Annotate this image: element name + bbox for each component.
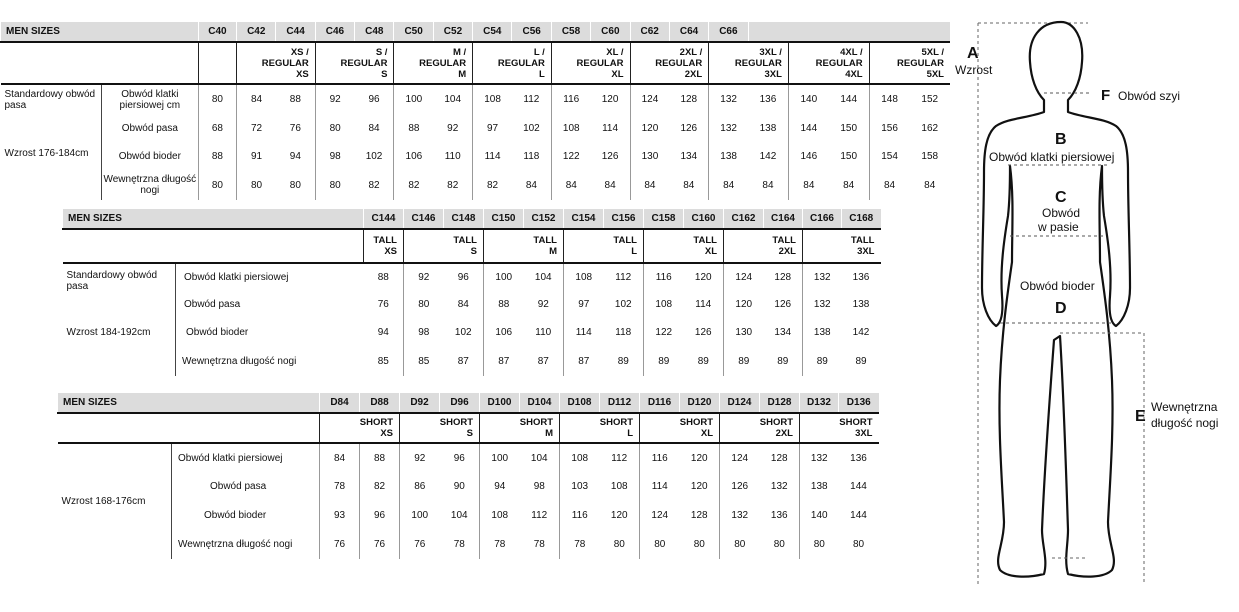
size-code: C166 (803, 209, 842, 229)
cell: 80 (289, 179, 301, 191)
cell: 132 (803, 291, 842, 318)
cell: 84 (869, 170, 909, 200)
cell: 132 (709, 84, 748, 114)
row-label: Obwód pasa (121, 122, 178, 134)
cell: 150 (840, 122, 858, 134)
size-code: C144 (364, 209, 404, 229)
cell: 108 (564, 263, 604, 291)
cell: 92 (315, 84, 354, 114)
row-label: Obwód bioder (204, 510, 267, 521)
row-label: Wewnętrzna długość nogi (178, 539, 293, 550)
cell: 122 (644, 318, 684, 346)
row-label: Obwód pasa (184, 299, 241, 310)
cell: 80 (315, 114, 354, 142)
cell: 134 (680, 150, 698, 162)
row-label: Obwód klatki piersiowej (184, 272, 289, 283)
cell: 120 (690, 452, 708, 464)
size-code: C156 (604, 209, 644, 229)
cell: 92 (447, 122, 459, 134)
cell: 102 (454, 326, 472, 338)
size-code: C40 (198, 22, 236, 42)
cell: 108 (644, 291, 684, 318)
cell: 156 (869, 114, 909, 142)
cell: 108 (560, 443, 600, 472)
cell: 150 (840, 150, 858, 162)
label-C-text-2: w pasie (1038, 220, 1079, 234)
cell: 136 (850, 452, 867, 464)
cell: 96 (368, 94, 380, 105)
size-code: C42 (237, 22, 276, 42)
size-code: D108 (560, 393, 600, 413)
cell: 88 (289, 94, 301, 105)
cell: 80 (852, 539, 865, 550)
cell: 132 (720, 501, 760, 530)
cell: 88 (394, 114, 433, 142)
size-code: D92 (400, 393, 440, 413)
fit-label: TALL L (564, 229, 644, 263)
group-label: Wzrost 168-176cm (58, 443, 172, 559)
cell: 134 (774, 326, 792, 338)
cell: 138 (800, 472, 839, 501)
cell: 76 (400, 530, 440, 559)
cell: 89 (617, 355, 629, 367)
cell: 87 (564, 346, 604, 376)
fit-label: SHORT 3XL (800, 413, 879, 443)
cell: 84 (237, 84, 276, 114)
cell: 116 (560, 501, 600, 530)
cell: 126 (774, 299, 792, 310)
cell: 96 (453, 452, 465, 464)
cell: 78 (533, 539, 545, 550)
cell: 89 (855, 355, 867, 367)
cell: 140 (788, 84, 828, 114)
group-label: Wzrost 184-192cm (63, 318, 176, 346)
cell: 102 (365, 150, 383, 162)
cell: 84 (709, 170, 748, 200)
cell: 144 (850, 510, 867, 521)
label-A-letter: A (967, 45, 979, 62)
cell: 162 (921, 122, 939, 134)
size-code: D100 (480, 393, 520, 413)
cell: 97 (473, 114, 512, 142)
size-code: D84 (320, 393, 360, 413)
cell: 124 (720, 443, 760, 472)
cell: 120 (610, 510, 628, 521)
cell: 92 (404, 263, 444, 291)
fit-label: SHORT 2XL (720, 413, 800, 443)
label-D-text: Obwód bioder (1020, 279, 1095, 293)
cell: 138 (803, 318, 842, 346)
size-code: D112 (600, 393, 640, 413)
cell: 126 (694, 326, 712, 338)
cell: 112 (615, 272, 632, 283)
cell: 112 (611, 452, 628, 464)
cell: 80 (198, 84, 236, 114)
fit-label: M / REGULAR M (394, 42, 473, 84)
cell: 84 (457, 299, 469, 310)
cell: 88 (198, 142, 236, 170)
cell: 84 (788, 170, 828, 200)
size-code: D116 (640, 393, 680, 413)
cell: 114 (564, 318, 604, 346)
cell: 104 (450, 510, 468, 521)
row-label: Obwód klatki piersiowej cm (119, 88, 181, 111)
cell: 100 (394, 84, 433, 114)
cell: 84 (368, 122, 380, 134)
size-code: D120 (680, 393, 720, 413)
label-C-text-1: Obwód (1042, 206, 1081, 220)
size-code: C162 (724, 209, 764, 229)
cell: 85 (377, 355, 389, 367)
cell: 84 (683, 179, 695, 191)
fit-label: TALL 3XL (803, 229, 881, 263)
size-code: D132 (800, 393, 839, 413)
size-code: D96 (440, 393, 480, 413)
group-label: Wzrost 176-184cm (1, 142, 102, 170)
cell: 82 (360, 472, 400, 501)
size-code: D124 (720, 393, 760, 413)
cell: 136 (759, 94, 777, 105)
cell: 80 (237, 170, 276, 200)
cell: 89 (777, 355, 789, 367)
fit-label: SHORT XL (640, 413, 720, 443)
row-label: Wewnętrzna długość nogi (182, 355, 297, 367)
cell: 152 (921, 94, 939, 105)
row-label: Wewnętrzna długość nogi (103, 174, 197, 196)
size-code: C50 (394, 22, 433, 42)
group-label-spacer (63, 346, 176, 376)
cell: 100 (400, 501, 440, 530)
cell: 88 (377, 272, 389, 283)
cell: 98 (404, 318, 444, 346)
fit-header-spacer (320, 413, 360, 443)
size-code: C66 (709, 22, 748, 42)
cell: 84 (762, 179, 774, 191)
size-code: C52 (433, 22, 472, 42)
cell: 84 (843, 179, 855, 191)
cell: 84 (551, 170, 590, 200)
cell: 82 (447, 179, 459, 191)
cell: 82 (473, 170, 512, 200)
cell: 158 (921, 150, 939, 162)
cell: 96 (457, 272, 469, 283)
cell: 84 (630, 170, 669, 200)
cell: 97 (564, 291, 604, 318)
cell: 124 (724, 263, 764, 291)
cell: 144 (840, 94, 858, 105)
cell: 84 (604, 179, 616, 191)
cell: 112 (523, 94, 540, 105)
cell: 94 (377, 326, 389, 338)
cell: 88 (484, 291, 524, 318)
row-label: Obwód bioder (118, 150, 181, 162)
cell: 114 (473, 142, 512, 170)
size-table-tall (62, 209, 881, 376)
cell: 78 (320, 472, 360, 501)
size-code: C60 (591, 22, 630, 42)
cell: 128 (680, 94, 698, 105)
fit-label: SHORT S (400, 413, 480, 443)
group-label-spacer (1, 114, 102, 142)
cell: 93 (320, 501, 360, 530)
label-E-letter: E (1135, 408, 1146, 425)
size-code: C44 (276, 22, 315, 42)
cell: 110 (535, 326, 552, 338)
cell: 120 (630, 114, 669, 142)
size-code: C160 (684, 209, 724, 229)
cell: 80 (613, 539, 625, 550)
cell: 80 (720, 530, 760, 559)
cell: 120 (724, 291, 764, 318)
cell: 106 (484, 318, 524, 346)
cell: 116 (644, 263, 684, 291)
group-label: Standardowy obwód pasa (1, 84, 102, 114)
cell: 72 (237, 114, 276, 142)
fit-label: SHORT L (560, 413, 640, 443)
fit-label: SHORT M (480, 413, 560, 443)
fit-label: S / REGULAR S (315, 42, 394, 84)
size-code: D136 (839, 393, 879, 413)
cell: 130 (724, 318, 764, 346)
cell: 89 (697, 355, 709, 367)
fit-label: XL / REGULAR XL (551, 42, 630, 84)
size-code: C164 (764, 209, 803, 229)
cell: 108 (480, 501, 520, 530)
cell: 92 (400, 443, 440, 472)
group-label: Standardowy obwód pasa (63, 263, 176, 318)
cell: 76 (360, 530, 400, 559)
size-code: C56 (512, 22, 551, 42)
cell: 108 (610, 481, 628, 492)
cell: 148 (869, 84, 909, 114)
cell: 80 (315, 170, 354, 200)
fit-label: TALL XS (364, 229, 404, 263)
cell: 126 (601, 150, 619, 162)
cell: 106 (394, 142, 433, 170)
group-label-spacer (1, 170, 102, 200)
table-title: MEN SIZES (1, 22, 199, 42)
cell: 142 (852, 326, 870, 338)
label-E-text-2: długość nogi (1151, 416, 1219, 430)
size-code: C148 (444, 209, 484, 229)
cell: 124 (630, 84, 669, 114)
size-code: D88 (360, 393, 400, 413)
cell: 80 (800, 530, 839, 559)
cell: 88 (360, 443, 400, 472)
cell: 78 (453, 539, 465, 550)
cell: 112 (531, 510, 548, 521)
cell: 80 (773, 539, 785, 550)
fit-label: TALL 2XL (724, 229, 803, 263)
cell: 84 (924, 179, 936, 191)
size-table-regular (0, 22, 950, 200)
cell: 138 (852, 299, 870, 310)
cell: 116 (640, 443, 680, 472)
cell: 89 (724, 346, 764, 376)
cell: 140 (800, 501, 839, 530)
cell: 104 (534, 272, 552, 283)
cell: 104 (530, 452, 548, 464)
cell: 68 (198, 114, 236, 142)
cell: 91 (237, 142, 276, 170)
size-code: C46 (315, 22, 354, 42)
label-B-letter: B (1055, 131, 1067, 148)
label-E-text-1: Wewnętrzna (1151, 400, 1218, 414)
cell: 132 (709, 114, 748, 142)
cell: 132 (770, 481, 788, 492)
cell: 84 (320, 443, 360, 472)
cell: 85 (404, 346, 444, 376)
fit-label: SHORT XS (360, 413, 400, 443)
cell: 114 (602, 122, 619, 134)
cell: 128 (690, 510, 708, 521)
cell: 138 (759, 122, 777, 134)
cell: 84 (525, 179, 537, 191)
cell: 89 (644, 346, 684, 376)
cell: 76 (320, 530, 360, 559)
cell: 104 (444, 94, 462, 105)
cell: 144 (850, 481, 867, 492)
cell: 128 (770, 452, 788, 464)
cell: 128 (774, 272, 792, 283)
cell: 100 (484, 263, 524, 291)
fit-label: XS / REGULAR XS (237, 42, 316, 84)
cell: 126 (680, 122, 698, 134)
label-D-letter: D (1055, 300, 1067, 317)
fit-label: 3XL / REGULAR 3XL (709, 42, 789, 84)
cell: 108 (551, 114, 590, 142)
cell: 122 (551, 142, 590, 170)
cell: 86 (400, 472, 440, 501)
cell: 126 (720, 472, 760, 501)
size-code: C54 (473, 22, 512, 42)
fit-label: 4XL / REGULAR 4XL (788, 42, 869, 84)
cell: 98 (315, 142, 354, 170)
size-code: C48 (355, 22, 394, 42)
label-F-text: Obwód szyi (1118, 89, 1181, 103)
cell: 89 (803, 346, 842, 376)
cell: 102 (614, 299, 632, 310)
cell: 132 (800, 443, 839, 472)
cell: 120 (694, 272, 712, 283)
cell: 118 (523, 150, 540, 162)
cell: 100 (480, 443, 520, 472)
fit-label: TALL S (404, 229, 484, 263)
cell: 116 (551, 84, 590, 114)
row-label: Obwód pasa (210, 481, 267, 492)
cell: 136 (852, 272, 870, 283)
cell: 138 (709, 142, 748, 170)
cell: 120 (601, 94, 619, 105)
cell: 118 (615, 326, 632, 338)
size-table-short (57, 393, 879, 559)
fit-header-spacer (1, 42, 199, 84)
cell: 136 (770, 510, 788, 521)
cell: 90 (453, 481, 465, 492)
size-code: C146 (404, 209, 444, 229)
cell: 130 (630, 142, 669, 170)
cell: 78 (480, 530, 520, 559)
cell: 114 (695, 299, 712, 310)
label-A-text: Wzrost (955, 63, 993, 77)
cell: 80 (198, 170, 236, 200)
cell: 144 (788, 114, 828, 142)
cell: 98 (533, 481, 545, 492)
fit-label: TALL XL (644, 229, 724, 263)
cell: 108 (473, 84, 512, 114)
cell: 87 (457, 355, 469, 367)
size-code: C150 (484, 209, 524, 229)
cell: 102 (523, 122, 540, 134)
cell: 146 (788, 142, 828, 170)
cell: 80 (404, 291, 444, 318)
cell: 94 (480, 472, 520, 501)
cell: 76 (289, 122, 301, 134)
cell: 76 (377, 299, 389, 310)
cell: 82 (368, 179, 380, 191)
cell: 96 (360, 501, 400, 530)
row-label: Obwód klatki piersiowej (178, 452, 283, 464)
cell: 110 (444, 150, 461, 162)
cell: 154 (869, 142, 909, 170)
cell: 80 (693, 539, 705, 550)
cell: 87 (537, 355, 549, 367)
fit-label: 2XL / REGULAR 2XL (630, 42, 709, 84)
fit-label: TALL M (484, 229, 564, 263)
size-code: D128 (760, 393, 800, 413)
cell: 80 (640, 530, 680, 559)
fit-header-spacer (58, 413, 320, 443)
fit-header-spacer (63, 229, 364, 263)
cell: 114 (640, 472, 680, 501)
size-code: C158 (644, 209, 684, 229)
size-code: D104 (520, 393, 560, 413)
cell: 78 (560, 530, 600, 559)
fit-header-spacer (198, 42, 236, 84)
label-F-letter: F (1101, 87, 1111, 104)
fit-label: 5XL / REGULAR 5XL (869, 42, 950, 84)
size-code: C152 (524, 209, 564, 229)
table-title: MEN SIZES (58, 393, 320, 413)
fit-label: L / REGULAR L (473, 42, 552, 84)
cell: 124 (640, 501, 680, 530)
cell: 82 (394, 170, 433, 200)
cell: 103 (560, 472, 600, 501)
size-code: C168 (842, 209, 881, 229)
cell: 120 (690, 481, 708, 492)
label-C-letter: C (1055, 189, 1067, 206)
cell: 94 (289, 150, 301, 162)
body-measurement-figure (948, 0, 1239, 612)
label-B-text: Obwód klatki piersiowej (989, 150, 1115, 164)
cell: 87 (484, 346, 524, 376)
size-code: C154 (564, 209, 604, 229)
size-code: C64 (669, 22, 708, 42)
cell: 142 (759, 150, 777, 162)
size-code: C62 (630, 22, 669, 42)
header-filler (748, 22, 950, 42)
cell: 92 (537, 299, 549, 310)
row-label: Obwód bioder (186, 326, 249, 338)
table-title: MEN SIZES (63, 209, 364, 229)
size-code: C58 (551, 22, 590, 42)
cell: 132 (803, 263, 842, 291)
